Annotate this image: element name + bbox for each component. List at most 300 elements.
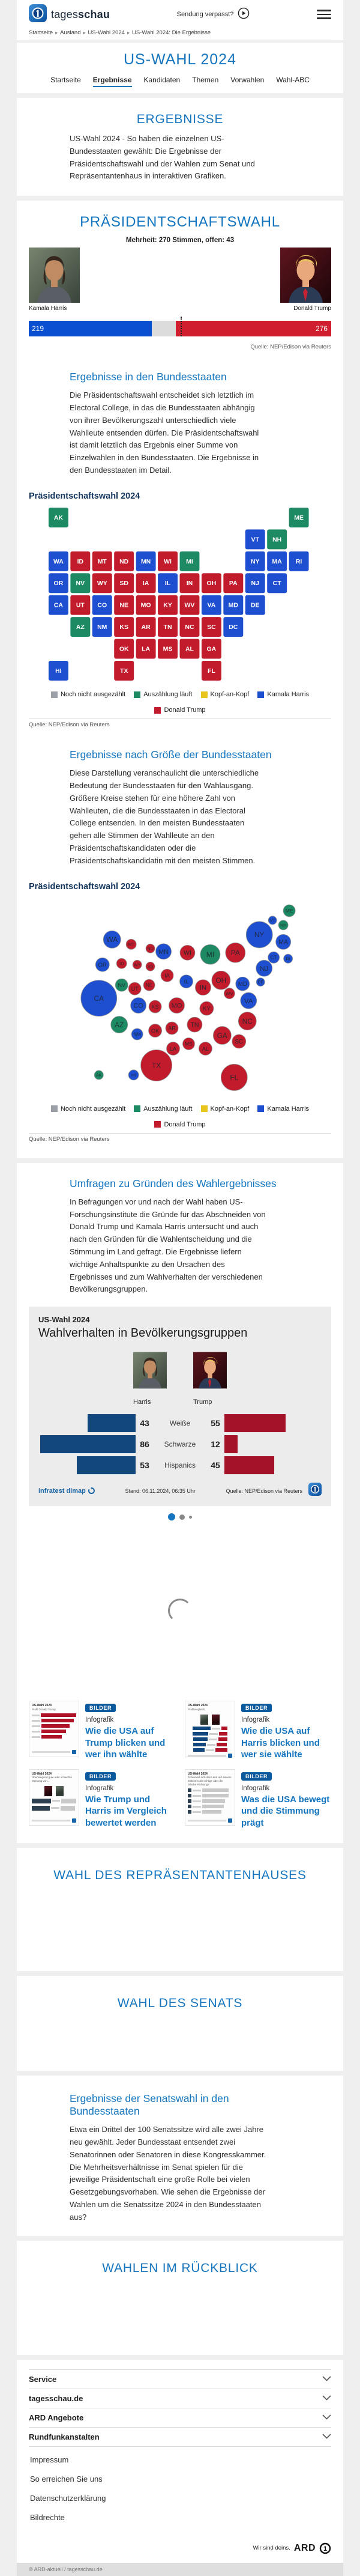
states-results-heading: Ergebnisse in den Bundesstaaten: [70, 371, 227, 383]
teaser-card-4[interactable]: [185, 1769, 331, 1829]
teaser-kicker: Infografik: [85, 1784, 114, 1792]
thumb-tick: [51, 1807, 59, 1809]
map-state-label: ME: [294, 514, 304, 521]
thumb-bar: [32, 1806, 50, 1811]
thumb-tick: [193, 1800, 201, 1802]
map-state-label: LA: [142, 646, 151, 653]
play-icon[interactable]: [238, 7, 250, 22]
thumb-subtitle: Profilvergleich: [188, 1707, 205, 1711]
divider: [29, 1133, 331, 1134]
thumb-photos: [188, 1715, 232, 1725]
thumb-subtitle: Entwickelt sich das Land auf diesem Gebiet in die richtige oder die falsche Richtung?: [188, 1776, 232, 1786]
map-state-label: WI: [164, 558, 172, 565]
thumb-tick: [212, 1728, 220, 1730]
teaser-title: Was die USA bewegt und die Stimmung prägt: [241, 1794, 330, 1828]
survey-heading: Umfragen zu Gründen des Wahlergebnisses: [70, 1177, 277, 1189]
thumb-bar: [202, 1799, 225, 1803]
ard-tagline: Wir sind deins.: [253, 2545, 290, 2552]
results-intro-text: US-Wahl 2024 - So haben die einzelnen US-Bundesstaaten gewählt: Die Ergebnisse der Präsidentschaftswahl und der Wahlen zum Senat und Repräsentantenhaus in interaktiven Grafiken.: [70, 134, 255, 181]
bubble-state-label: OR: [98, 961, 107, 968]
legend-item: [257, 691, 309, 698]
thumb-bar: [41, 1724, 70, 1728]
hub-tabs: [17, 68, 343, 93]
bubble-state-label: NC: [242, 1016, 253, 1025]
trump-bar: [224, 1456, 274, 1474]
bubble-state-label: LA: [169, 1045, 177, 1052]
group-label: Hispanics: [164, 1461, 196, 1470]
footer-accordion-ardangebote[interactable]: [29, 2408, 331, 2427]
bubble-state-label: WY: [134, 962, 141, 967]
bubble-state-label: IA: [164, 972, 170, 979]
teaser-info: [85, 1769, 175, 1829]
bubble-state-label: VT: [269, 918, 275, 923]
bubble-state-label: SD: [147, 964, 154, 969]
thumb-bar: [202, 1810, 221, 1814]
provider-logo[interactable]: infratest dimap: [38, 1487, 95, 1495]
survey-text: In Befragungen vor und nach der Wahl haben US-Forschungsinstitute die Gründe für das Abschneiden von Donald Trump und Kamala Harris untersucht und auch nach den Gründen für die Wahlentscheidung und die Stimmung im Land gefragt. Die Ergebnisse liefern wichtige Anhaltspunkte zu den Ursachen des Ergebnisses und zum Wahlverhalten der verschiedenen Bevölkerungsgruppen.: [70, 1197, 266, 1294]
legend-item: [154, 706, 205, 714]
thumb-bar: [217, 1743, 227, 1746]
thumb-footer-line: [32, 1751, 70, 1753]
thumb-bar: [202, 1794, 229, 1797]
legend-swatch: [134, 1105, 140, 1112]
thumb-row: [188, 1732, 232, 1736]
legend-item: [201, 691, 250, 698]
bubble-state-label: TX: [151, 1061, 161, 1070]
choropleth-map: [29, 507, 331, 719]
thumb-bar: [218, 1737, 227, 1741]
bubble-legend: [29, 1105, 331, 1128]
bubble-state-label: CA: [94, 994, 104, 1003]
thumb-square: [188, 1794, 191, 1797]
map-state-label: MO: [140, 602, 151, 609]
loading-spinner: [168, 1599, 192, 1623]
footer-accordion-rundfunkanstalten[interactable]: [29, 2427, 331, 2447]
map-state-label: OK: [119, 646, 129, 653]
majority-note: Mehrheit: 270 Stimmen, offen: 43: [125, 237, 235, 245]
bubble-state-label: VA: [244, 997, 253, 1005]
thumb-tick: [32, 1731, 40, 1733]
map-state-label: TX: [119, 667, 128, 675]
widget-bar-row: [38, 1414, 322, 1432]
map-state-label: IA: [142, 580, 149, 588]
teaser-title: Wie Trump und Harris im Vergleich bewertet werden: [85, 1794, 167, 1828]
teaser-info: [241, 1701, 331, 1761]
accordion-label: Service: [29, 2374, 57, 2384]
thumb-bar: [202, 1788, 229, 1792]
thumb-row: [32, 1713, 76, 1718]
thumb-tick: [209, 1733, 218, 1735]
senate-states-heading: Ergebnisse der Senatswahl in den Bundesstaaten: [70, 2092, 229, 2118]
breadcrumb-item[interactable]: US-Wahl 2024: Die Ergebnisse: [131, 29, 211, 36]
harris-value: 53: [140, 1460, 149, 1471]
thumb-bar: [193, 1727, 211, 1730]
bubble-state-label: GA: [217, 1031, 228, 1040]
bubble-state-label: HI: [131, 1072, 136, 1078]
teaser-card-2[interactable]: [185, 1701, 331, 1761]
map-state-label: MS: [163, 646, 173, 653]
senate-states-section: [17, 2076, 343, 2235]
legend-swatch: [154, 1121, 161, 1128]
thumb-footer-line: [188, 1820, 226, 1821]
teaser-card-3[interactable]: [29, 1769, 175, 1829]
map-state-label: SC: [207, 624, 216, 631]
bubble-state-label: ID: [119, 960, 124, 966]
bubble-state-label: MS: [185, 1040, 193, 1047]
chevron-down-icon: [322, 2374, 331, 2384]
footer-link-bildrechte[interactable]: Bildrechte: [30, 2512, 65, 2522]
bubble-state-label: ND: [147, 946, 154, 951]
breadcrumb-item[interactable]: Startseite: [29, 29, 53, 36]
bubble-state-label: TN: [190, 1021, 199, 1028]
thumb-bar: [193, 1732, 208, 1736]
thumb-row: [32, 1719, 76, 1723]
senate-states-text: Etwa ein Drittel der 100 Senatssitze wird alle zwei Jahre neu gewählt. Jeder Bundesstaat entsendet zwei Senatorinnen oder Senatoren in diese Kongresskammer. Die Mehrheitsverhältnisse im Senat spielen für die jeweilige Präsidentschaft eine große Rolle bei vielen Gesetzgebungsvorhaben. Wie sehen die Ergebnisse der Wahlen um die Senatssitze 2024 in den Bundesstaaten aus?: [70, 2125, 266, 2222]
map-state-label: NM: [97, 624, 107, 631]
map-state-label: NY: [250, 558, 260, 565]
bubble-state-label: CO: [133, 1002, 143, 1010]
legend-label: Noch nicht ausgezählt: [60, 1105, 126, 1113]
legend-label: Kopf-an-Kopf: [210, 691, 250, 699]
thumb-tick: [209, 1739, 217, 1740]
thumb-bar: [215, 1748, 227, 1752]
map-state-label: NV: [76, 580, 85, 588]
bubble-state-label: NJ: [260, 965, 269, 973]
thumb-bar: [193, 1748, 205, 1752]
thumb-footer: [32, 1750, 76, 1754]
thumb-footer: [188, 1754, 232, 1758]
map-state-label: HI: [55, 667, 62, 675]
trump-mini-photo: [44, 1786, 52, 1796]
size-results-heading: Ergebnisse nach Größe der Bundesstaaten: [70, 749, 272, 761]
map-state-label: MN: [140, 558, 151, 565]
thumb-row: [188, 1805, 232, 1809]
thumb-bar: [41, 1713, 76, 1717]
thumb-bar: [221, 1727, 227, 1730]
widget-harris-label: Harris: [133, 1399, 151, 1406]
map-state-label: AL: [185, 646, 194, 653]
thumb-footer: [188, 1818, 232, 1823]
carousel-dot[interactable]: [189, 1516, 192, 1519]
choropleth-map-title: Präsidentschaftswahl 2024: [29, 491, 140, 501]
hamburger-menu-icon[interactable]: [317, 10, 331, 19]
widget-bar-row: [38, 1456, 322, 1474]
legend-label: Auszählung läuft: [143, 691, 193, 699]
map-state-label: DC: [229, 624, 238, 631]
trump-bar-segment: [176, 321, 331, 336]
legend-swatch: [51, 1105, 58, 1112]
thumb-tick: [207, 1744, 215, 1746]
house-title: WAHL DES REPRÄSENTANTENHAUSES: [53, 1868, 307, 1883]
map-state-label: MI: [186, 558, 193, 565]
map-state-label: UT: [76, 602, 85, 609]
bubble-state-label: MI: [206, 950, 215, 959]
provider-icon: [88, 1487, 95, 1494]
copyright-bar: © ARD-aktuell / tagesschau.de: [17, 2563, 343, 2576]
teaser-thumbnail: [29, 1769, 79, 1826]
teaser-grid: [29, 1701, 331, 1829]
bubble-state-label: NY: [254, 930, 265, 939]
harris-value: 86: [140, 1439, 149, 1450]
legend-label: Donald Trump: [164, 706, 206, 714]
breadcrumb: [29, 25, 331, 40]
map-state-label: WV: [184, 602, 195, 609]
thumb-tick: [206, 1749, 214, 1751]
thumb-title: US-Wahl 2024: [188, 1704, 208, 1708]
thumb-tick: [193, 1806, 201, 1808]
thumb-bar: [41, 1730, 66, 1733]
thumb-row: [188, 1737, 232, 1742]
harris-photo: [29, 248, 80, 303]
widget-stand: Stand: 06.11.2024, 06:35 Uhr: [125, 1487, 196, 1494]
tab-vorwahlen[interactable]: Vorwahlen: [230, 76, 265, 84]
legend-swatch: [51, 691, 58, 698]
bubble-state-label: WV: [226, 990, 233, 996]
widget-bar-row: [38, 1435, 322, 1453]
map-state-label: WY: [97, 580, 107, 588]
tab-startseite[interactable]: Startseite: [50, 76, 81, 84]
candidate-photos: [29, 248, 331, 320]
bar-value: 219: [32, 324, 44, 333]
legend-swatch: [201, 1105, 208, 1112]
chevron-down-icon: [322, 2431, 331, 2442]
thumb-graphic: [188, 1713, 232, 1754]
teaser-info: [241, 1769, 331, 1829]
bubble-state-label: MD: [238, 980, 247, 988]
carousel-dot-active[interactable]: [168, 1513, 175, 1520]
footer-accordion-service[interactable]: [29, 2369, 331, 2389]
footer-link-soerreichensieuns[interactable]: So erreichen Sie uns: [30, 2474, 103, 2483]
thumb-logo: [228, 1818, 232, 1823]
teaser-badge: BILDER: [241, 1772, 272, 1781]
thumb-graphic: [188, 1788, 232, 1818]
map-state-label: NJ: [251, 580, 259, 588]
accordion-label: ARD Angebote: [29, 2413, 84, 2422]
map-state-label: ND: [119, 558, 129, 565]
map-state-label: OR: [53, 580, 64, 588]
thumb-bar: [41, 1735, 62, 1739]
thumb-bar: [219, 1732, 227, 1736]
legend-label: Auszählung läuft: [143, 1105, 193, 1113]
thumb-graphic: [32, 1785, 76, 1818]
teaser-kicker: Infografik: [241, 1784, 270, 1792]
survey-section: [17, 1163, 343, 1843]
tab-themen[interactable]: Themen: [192, 76, 219, 84]
divider: [29, 718, 331, 719]
president-section: [17, 201, 343, 1158]
review-title: WAHLEN IM RÜCKBLICK: [102, 2261, 258, 2275]
map-state-label: OH: [206, 580, 217, 588]
map-state-label: NH: [272, 536, 282, 544]
map-state-label: CT: [272, 580, 281, 588]
accordion-label: tagesschau.de: [29, 2393, 83, 2403]
harris-bar-segment: [29, 321, 152, 336]
harris-value: 43: [140, 1418, 149, 1429]
legend-item: [51, 691, 125, 698]
bubble-state-label: NH: [280, 923, 287, 928]
thumb-row: [188, 1748, 232, 1752]
legend-swatch: [257, 691, 264, 698]
svg-text:1: 1: [323, 2545, 328, 2553]
map-state-label: AZ: [76, 624, 85, 631]
thumb-row: [188, 1799, 232, 1803]
widget-harris-photo: [133, 1384, 167, 1394]
widget-source: Quelle: NEP/Edison via Reuters: [226, 1487, 302, 1494]
carousel-dots: [17, 1513, 343, 1520]
harris-bar: [88, 1414, 136, 1432]
harris-bar: [40, 1435, 136, 1453]
bubble-state-label: MN: [158, 948, 169, 956]
thumb-title: US-Wahl 2024: [32, 1704, 52, 1708]
choropleth-source: Quelle: NEP/Edison via Reuters: [29, 721, 110, 729]
demographics-chart: [38, 1414, 322, 1474]
legend-item: [134, 1105, 192, 1113]
thumb-row: [188, 1810, 232, 1814]
breadcrumb-item[interactable]: Ausland: [60, 29, 81, 36]
thumb-subtitle: Überwiegend gute oder schlechte Meinung von...: [32, 1776, 73, 1783]
tagesschau-logo[interactable]: [29, 4, 110, 25]
widget-kicker: US-Wahl 2024: [38, 1315, 90, 1325]
bubble-state-label: AL: [202, 1045, 209, 1052]
map-state-label: RI: [295, 558, 302, 565]
ard-logo: ARD: [293, 2542, 316, 2553]
thumb-logo: [228, 1754, 232, 1758]
thumb-title: US-Wahl 2024: [188, 1772, 208, 1776]
breadcrumb-item[interactable]: US-Wahl 2024: [88, 29, 125, 36]
legend-item: [134, 691, 192, 698]
size-results-text: Diese Darstellung veranschaulicht die unterschiedliche Bedeutung der Bundesstaaten für den Wahlausgang. Größere Kreise stehen für eine höhere Zahl von Wahlleuten, die die Bundesstaaten in das Electoral College entsenden. In den meisten Bundesstaaten gehen alle Stimmen der Wahlleute an den Präsidentschaftskandidaten oder die Präsidentschaftskandidatin mit den meisten Stimmen.: [70, 768, 259, 865]
widget-trump-label: Trump: [193, 1399, 212, 1406]
bubble-state-label: SC: [235, 1038, 244, 1045]
ard-one-icon: [319, 2542, 331, 2554]
bubble-state-label: CT: [270, 955, 277, 961]
thumb-square: [188, 1799, 191, 1803]
teaser-badge: BILDER: [85, 1772, 116, 1781]
teaser-card-1[interactable]: [29, 1701, 175, 1761]
legend-item: [51, 1105, 125, 1113]
brand-wordmark: tagesschau: [51, 8, 110, 20]
bubble-state-label: WI: [183, 949, 191, 957]
thumb-tick: [32, 1725, 40, 1727]
bubble-state-label: AK: [96, 1073, 102, 1078]
map-state-label: CA: [53, 602, 63, 609]
bubble-state-label: WA: [106, 935, 118, 944]
senate-section: [17, 1976, 343, 2071]
thumb-bar: [202, 1805, 224, 1808]
review-section: [17, 2241, 343, 2355]
teaser-title: Wie die USA auf Trump blicken und wer ihn wählte: [85, 1726, 166, 1760]
bubble-state-label: ME: [285, 907, 293, 914]
map-state-label: KS: [119, 624, 128, 631]
tab-ergebnisse[interactable]: Ergebnisse: [93, 76, 132, 87]
teaser-thumbnail: [185, 1701, 235, 1757]
bar-value: 276: [315, 324, 328, 333]
electoral-results-bar: [29, 321, 331, 336]
map-state-label: FL: [207, 667, 215, 675]
legend-label: Donald Trump: [164, 1120, 206, 1128]
carousel-dot[interactable]: [179, 1514, 185, 1520]
map-state-label: AK: [53, 514, 63, 521]
harris-mini-photo: [200, 1715, 208, 1725]
tab-kandidaten[interactable]: Kandidaten: [143, 76, 181, 84]
legend-swatch: [201, 691, 208, 698]
thumb-tick: [193, 1795, 201, 1797]
breadcrumb-separator: ▸: [55, 30, 58, 35]
thumb-tick: [52, 1800, 60, 1802]
thumb-bar: [41, 1719, 74, 1722]
bubble-state-label: MO: [171, 1002, 182, 1010]
bubble-state-label: DE: [257, 980, 264, 985]
bubble-state-label: KY: [202, 1005, 211, 1012]
thumb-logo: [72, 1818, 76, 1823]
thumb-tick: [193, 1790, 201, 1791]
legend-swatch: [257, 1105, 264, 1112]
bubble-state-label: AZ: [115, 1020, 124, 1029]
election-hub: [17, 43, 343, 93]
site-header: [17, 0, 343, 40]
map-state-label: NC: [185, 624, 194, 631]
thumb-row: [188, 1743, 232, 1747]
legend-swatch: [134, 691, 140, 698]
thumb-tick: [32, 1715, 40, 1716]
results-intro-section: [17, 98, 343, 196]
results-intro-title: ERGEBNISSE: [136, 112, 224, 126]
teaser-badge: BILDER: [85, 1704, 116, 1712]
bubble-state-label: IL: [184, 978, 189, 985]
harris-mini-photo: [56, 1786, 64, 1796]
legend-swatch: [154, 707, 161, 714]
footer-link-impressum[interactable]: Impressum: [30, 2455, 69, 2464]
map-state-label: IN: [186, 580, 193, 588]
map-state-label: GA: [206, 646, 217, 653]
breadcrumb-separator: ▸: [127, 30, 130, 35]
bubble-source: Quelle: NEP/Edison via Reuters: [29, 1135, 110, 1143]
tab-wahlabc[interactable]: Wahl-ABC: [276, 76, 310, 84]
trump-mini-photo: [212, 1715, 220, 1725]
bubble-state-label: MT: [128, 941, 134, 947]
bubble-state-label: PA: [230, 948, 240, 957]
bubble-state-label: MA: [278, 938, 289, 946]
legend-label: Noch nicht ausgezählt: [60, 691, 126, 699]
legend-label: Kamala Harris: [267, 1105, 310, 1113]
thumb-bar: [61, 1799, 76, 1803]
thumb-logo: [72, 1750, 76, 1754]
states-results-text: Die Präsidentschaftswahl entscheidet sich letztlich im Electoral College, in das die Bundesstaaten abhängig von ihrer Bevölkerungszahl unterschiedlich viele Wahlleute entsenden dürfen. Die Präsidentschaftswahl ist damit letztlich das Ergebnis einer Summe von Einzelwahlen in den Bundesstaaten. Die Ergebnisse in den Bundesstaaten im Detail.: [70, 390, 259, 475]
thumb-square: [188, 1810, 191, 1814]
teaser-title: Wie die USA auf Harris blicken und wer sie wählte: [241, 1726, 320, 1760]
legend-item: [257, 1105, 309, 1113]
map-state-label: WA: [53, 558, 64, 565]
trump-photo: [280, 248, 331, 303]
loading-area: [17, 1520, 343, 1701]
footer-link-datenschutzerklrung[interactable]: Datenschutzerklärung: [30, 2493, 106, 2503]
thumb-row: [188, 1794, 232, 1798]
thumb-tick: [193, 1811, 201, 1813]
map-state-label: AR: [141, 624, 151, 631]
choropleth-legend: [29, 691, 331, 714]
thumb-photos: [32, 1786, 76, 1796]
thumb-bar: [193, 1737, 208, 1741]
bubble-state-label: AR: [168, 1025, 176, 1031]
map-state-label: TN: [163, 624, 172, 631]
tagesschau-logo-icon: [29, 4, 47, 25]
missed-show-label[interactable]: Sendung verpasst?: [176, 11, 234, 18]
footer-accordion-tagesschaude[interactable]: [29, 2389, 331, 2408]
thumb-title: US-Wahl 2024: [32, 1772, 52, 1776]
thumb-row: [188, 1727, 232, 1731]
thumb-bar: [193, 1743, 206, 1746]
bubble-state-label: NE: [146, 982, 153, 988]
